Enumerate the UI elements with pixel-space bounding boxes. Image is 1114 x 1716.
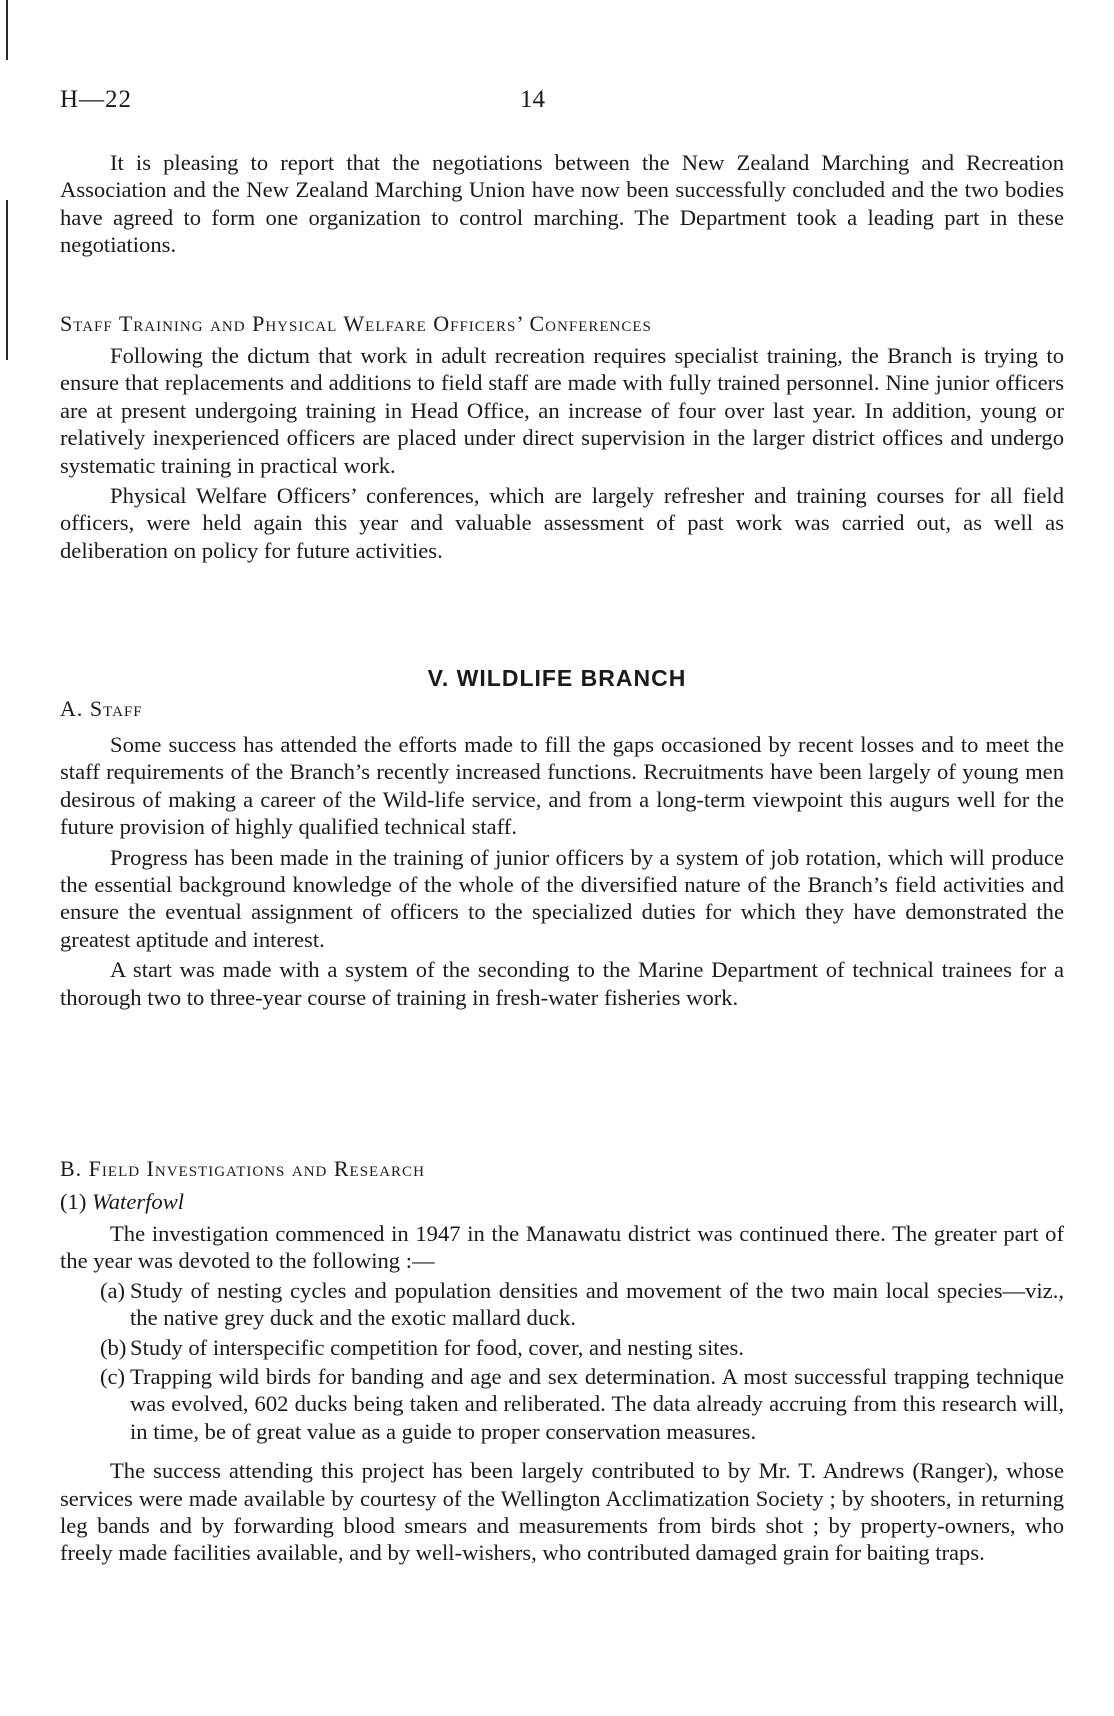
document-reference: H—22	[60, 86, 133, 113]
subsection-title: Waterfowl	[92, 1189, 185, 1214]
list-item-text: Trapping wild birds for banding and age and sex determination. A most successful trapping technique was evolved, 602 ducks being taken and reliberated. The data already accruing from this research will, in time, be of great value as a guide to proper conservation measures.	[130, 1364, 1064, 1444]
list-item	[60, 1277, 1064, 1332]
page-number: 14	[520, 86, 545, 113]
paragraph: Progress has been made in the training of junior officers by a system of job rotation, which will produce the essential background knowledge of the whole of the diversified nature of the Branch’s field activities and ensure the eventual assignment of officers to the specialized duties for which they have demonstrated the greatest aptitude and interest.	[60, 844, 1064, 952]
list-marker: (a)	[100, 1277, 126, 1303]
wildlife-staff-section	[60, 695, 1064, 722]
paragraph: Some success has attended the efforts made to fill the gaps occasioned by recent losses and to meet the staff requirements of the Branch’s recently increased functions. Recruitments have been largely of young men desirous of making a career of the Wild-life service, and from a long-term viewpoint this augurs well for the future provision of highly qualified technical staff.	[60, 732, 1064, 840]
chapter-title: V. WILDLIFE BRANCH	[427, 665, 687, 691]
scan-edge-line	[6, 200, 8, 360]
field-research-section	[60, 1155, 1064, 1182]
list-item-text: Study of interspecific competition for food, cover, and nesting sites.	[130, 1334, 745, 1360]
paragraph: The investigation commenced in 1947 in the Manawatu district was continued there. The greater part of the year was devoted to the following :—	[60, 1221, 1064, 1274]
staff-training-body	[60, 342, 1064, 564]
paragraph: Following the dictum that work in adult recreation requires specialist training, the Branch is trying to ensure that replacements and additions to field staff are made with fully trained personnel. Nine junior officers are at present undergoing training in Head Office, an increase of four over last year. In addition, young or relatively inexperienced officers are placed under direct supervision in the larger district offices and undergo systematic training in practical work.	[60, 343, 1064, 478]
section-heading: B. Field Investigations and Research	[60, 1156, 425, 1181]
list-item-text: Study of nesting cycles and population densities and movement of the two main local species—viz., the native grey duck and the exotic mallard duck.	[130, 1277, 1064, 1331]
list-marker: (b)	[100, 1334, 127, 1360]
list-item	[60, 1363, 1064, 1445]
paragraph: A start was made with a system of the seconding to the Marine Department of technical trainees for a thorough two to three-year course of training in fresh-water fisheries work.	[60, 957, 1064, 1010]
wildlife-staff-body	[60, 731, 1064, 1011]
subsection-heading	[60, 1188, 1064, 1215]
field-research-body	[60, 1220, 1064, 1567]
paragraph: The success attending this project has been largely contributed to by Mr. T. Andrews (Ranger), whose services were made available by courtesy of the Wellington Acclimatization Society ; by shooters, in returning leg bands and by forwarding blood smears and measurements from birds shot ; by property-owners, who freely made facilities available, and by well-wishers, who contributed damaged grain for baiting traps.	[60, 1458, 1064, 1566]
list-marker: (c)	[100, 1364, 126, 1390]
subsection-number: (1)	[60, 1189, 87, 1214]
scan-edge-line	[6, 0, 8, 60]
list-item	[60, 1334, 1064, 1361]
section-heading: Staff Training and Physical Welfare Officers’ Conferences	[60, 311, 652, 336]
staff-training-section	[60, 310, 1064, 337]
intro-section	[60, 149, 1064, 259]
section-heading: A. Staff	[60, 696, 143, 721]
paragraph: Physical Welfare Officers’ conferences, which are largely refresher and training courses for all field officers, were held again this year and valuable assessment of past work was carried out, as well as deliberation on policy for future activities.	[60, 483, 1064, 563]
paragraph: It is pleasing to report that the negotiations between the New Zealand Marching and Recreation Association and the New Zealand Marching Union have now been successfully concluded and the two bodies have agreed to form one organization to control marching. The Department took a leading part in these negotiations.	[60, 150, 1064, 258]
